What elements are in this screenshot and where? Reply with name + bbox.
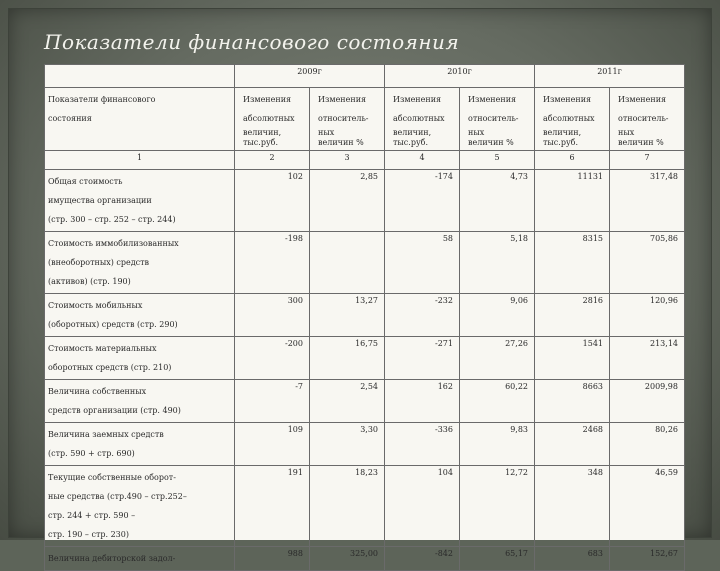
table-row bbox=[45, 170, 685, 232]
header-text-line: Изменения bbox=[318, 95, 367, 104]
value-cell: 65,17 bbox=[460, 547, 535, 571]
value-cell: 3,30 bbox=[310, 423, 385, 466]
header-text-line: Изменения bbox=[543, 95, 592, 104]
header-year-2009: 2009г bbox=[235, 65, 385, 88]
row-label-line: (активов) (стр. 190) bbox=[48, 277, 131, 286]
header-text-line: величин % bbox=[468, 138, 514, 147]
value-cell: -336 bbox=[385, 423, 460, 466]
table-row bbox=[45, 294, 685, 337]
row-label-cell bbox=[45, 232, 235, 294]
header-text-line: величин, bbox=[543, 128, 582, 137]
header-text-line: величин % bbox=[318, 138, 364, 147]
row-label-cell bbox=[45, 170, 235, 232]
value-cell: 8315 bbox=[535, 232, 610, 294]
header-text-line: относитель- bbox=[318, 114, 369, 123]
value-cell: 5,18 bbox=[460, 232, 535, 294]
header-empty-cell bbox=[45, 65, 235, 88]
value-cell: -7 bbox=[235, 380, 310, 423]
value-cell: 16,75 bbox=[310, 337, 385, 380]
header-text-line: Изменения bbox=[243, 95, 292, 104]
header-text-line: абсолютных bbox=[393, 114, 445, 123]
value-cell bbox=[310, 232, 385, 294]
row-label-line: ные средства (стр.490 – стр.252– bbox=[48, 492, 187, 501]
header-absolute-change-cell bbox=[535, 88, 610, 151]
row-label-line: Стоимость иммобилизованных bbox=[48, 239, 179, 248]
column-number-cell: 7 bbox=[610, 151, 685, 170]
header-text-line: тыс.руб. bbox=[393, 138, 429, 147]
column-number-row bbox=[45, 151, 685, 170]
header-text-line: относитель- bbox=[468, 114, 519, 123]
value-cell: -232 bbox=[385, 294, 460, 337]
row-label-line: (стр. 300 – стр. 252 – стр. 244) bbox=[48, 215, 176, 224]
header-text-line: ных bbox=[618, 128, 635, 137]
header-text-line: величин, bbox=[393, 128, 432, 137]
value-cell: 12,72 bbox=[460, 466, 535, 547]
financial-table bbox=[44, 64, 685, 571]
value-cell: 104 bbox=[385, 466, 460, 547]
value-cell: 13,27 bbox=[310, 294, 385, 337]
header-text-line: относитель- bbox=[618, 114, 669, 123]
value-cell: 300 bbox=[235, 294, 310, 337]
value-cell: 988 bbox=[235, 547, 310, 571]
row-label-cell bbox=[45, 547, 235, 571]
value-cell: 80,26 bbox=[610, 423, 685, 466]
column-number-cell: 4 bbox=[385, 151, 460, 170]
value-cell: 2,54 bbox=[310, 380, 385, 423]
row-label-line: оборотных средств (стр. 210) bbox=[48, 363, 172, 372]
table-row bbox=[45, 380, 685, 423]
value-cell: 2009,98 bbox=[610, 380, 685, 423]
header-year-2010: 2010г bbox=[385, 65, 535, 88]
value-cell: 9,83 bbox=[460, 423, 535, 466]
column-number-cell: 3 bbox=[310, 151, 385, 170]
header-relative-change-cell bbox=[460, 88, 535, 151]
value-cell: 1541 bbox=[535, 337, 610, 380]
table-row bbox=[45, 232, 685, 294]
row-label-line: Величина дебиторской задол- bbox=[48, 554, 176, 563]
value-cell: -200 bbox=[235, 337, 310, 380]
value-cell: 4,73 bbox=[460, 170, 535, 232]
value-cell: 2468 bbox=[535, 423, 610, 466]
row-label-line: (стр. 590 + стр. 690) bbox=[48, 449, 135, 458]
value-cell: 11131 bbox=[535, 170, 610, 232]
value-cell: 348 bbox=[535, 466, 610, 547]
value-cell: 191 bbox=[235, 466, 310, 547]
header-row bbox=[45, 88, 685, 151]
header-text-line: тыс.руб. bbox=[243, 138, 279, 147]
row-label-line: Величина заемных средств bbox=[48, 430, 164, 439]
header-text-line: Изменения bbox=[468, 95, 517, 104]
value-cell: 60,22 bbox=[460, 380, 535, 423]
value-cell: 162 bbox=[385, 380, 460, 423]
column-number-cell: 6 bbox=[535, 151, 610, 170]
row-label-line: Общая стоимость bbox=[48, 177, 123, 186]
row-label-cell bbox=[45, 466, 235, 547]
header-relative-change-cell bbox=[610, 88, 685, 151]
header-text-line: ных bbox=[468, 128, 485, 137]
column-number-cell: 2 bbox=[235, 151, 310, 170]
row-label-line: Величина собственных bbox=[48, 387, 147, 396]
header-text-line: величин % bbox=[618, 138, 664, 147]
row-label-cell bbox=[45, 294, 235, 337]
table-row bbox=[45, 337, 685, 380]
header-text-line: ных bbox=[318, 128, 335, 137]
value-cell: -271 bbox=[385, 337, 460, 380]
value-cell: 325,00 bbox=[310, 547, 385, 571]
row-label-line: (оборотных) средств (стр. 290) bbox=[48, 320, 178, 329]
slide-title: Показатели финансового состояния bbox=[44, 30, 460, 54]
header-absolute-change-cell bbox=[235, 88, 310, 151]
row-label-cell bbox=[45, 380, 235, 423]
value-cell: 705,86 bbox=[610, 232, 685, 294]
header-text-line: величин, bbox=[243, 128, 282, 137]
header-absolute-change-cell bbox=[385, 88, 460, 151]
header-year-2011: 2011г bbox=[535, 65, 685, 88]
value-cell: 58 bbox=[385, 232, 460, 294]
header-indicator-line: состояния bbox=[48, 114, 92, 123]
table-row bbox=[45, 423, 685, 466]
row-label-line: средств организации (стр. 490) bbox=[48, 406, 181, 415]
value-cell: 102 bbox=[235, 170, 310, 232]
header-text-line: абсолютных bbox=[543, 114, 595, 123]
value-cell: -198 bbox=[235, 232, 310, 294]
table-row bbox=[45, 547, 685, 571]
row-label-line: имущества организации bbox=[48, 196, 152, 205]
header-text-line: Изменения bbox=[393, 95, 442, 104]
value-cell: 683 bbox=[535, 547, 610, 571]
table-row bbox=[45, 466, 685, 547]
value-cell: 109 bbox=[235, 423, 310, 466]
value-cell: -842 bbox=[385, 547, 460, 571]
row-label-cell bbox=[45, 337, 235, 380]
row-label-line: Стоимость мобильных bbox=[48, 301, 143, 310]
value-cell: 2,85 bbox=[310, 170, 385, 232]
value-cell: 213,14 bbox=[610, 337, 685, 380]
value-cell: 152,67 bbox=[610, 547, 685, 571]
header-indicator-line: Показатели финансового bbox=[48, 95, 156, 104]
header-year-row bbox=[45, 65, 685, 88]
column-number-cell: 5 bbox=[460, 151, 535, 170]
value-cell: 18,23 bbox=[310, 466, 385, 547]
row-label-line: стр. 190 – стр. 230) bbox=[48, 530, 129, 539]
financial-table-container bbox=[44, 64, 684, 563]
header-text-line: тыс.руб. bbox=[543, 138, 579, 147]
value-cell: 9,06 bbox=[460, 294, 535, 337]
column-number-cell: 1 bbox=[45, 151, 235, 170]
header-text-line: абсолютных bbox=[243, 114, 295, 123]
header-text-line: Изменения bbox=[618, 95, 667, 104]
header-spacer bbox=[48, 128, 231, 147]
header-indicator-cell bbox=[45, 88, 235, 151]
row-label-line: стр. 244 + стр. 590 – bbox=[48, 511, 136, 520]
value-cell: 120,96 bbox=[610, 294, 685, 337]
row-label-line: Текущие собственные оборот- bbox=[48, 473, 176, 482]
value-cell: 46,59 bbox=[610, 466, 685, 547]
value-cell: 27,26 bbox=[460, 337, 535, 380]
value-cell: 8663 bbox=[535, 380, 610, 423]
header-relative-change-cell bbox=[310, 88, 385, 151]
row-label-cell bbox=[45, 423, 235, 466]
value-cell: 317,48 bbox=[610, 170, 685, 232]
value-cell: 2816 bbox=[535, 294, 610, 337]
row-label-line: (внеоборотных) средств bbox=[48, 258, 150, 267]
value-cell: -174 bbox=[385, 170, 460, 232]
row-label-line: Стоимость материальных bbox=[48, 344, 157, 353]
